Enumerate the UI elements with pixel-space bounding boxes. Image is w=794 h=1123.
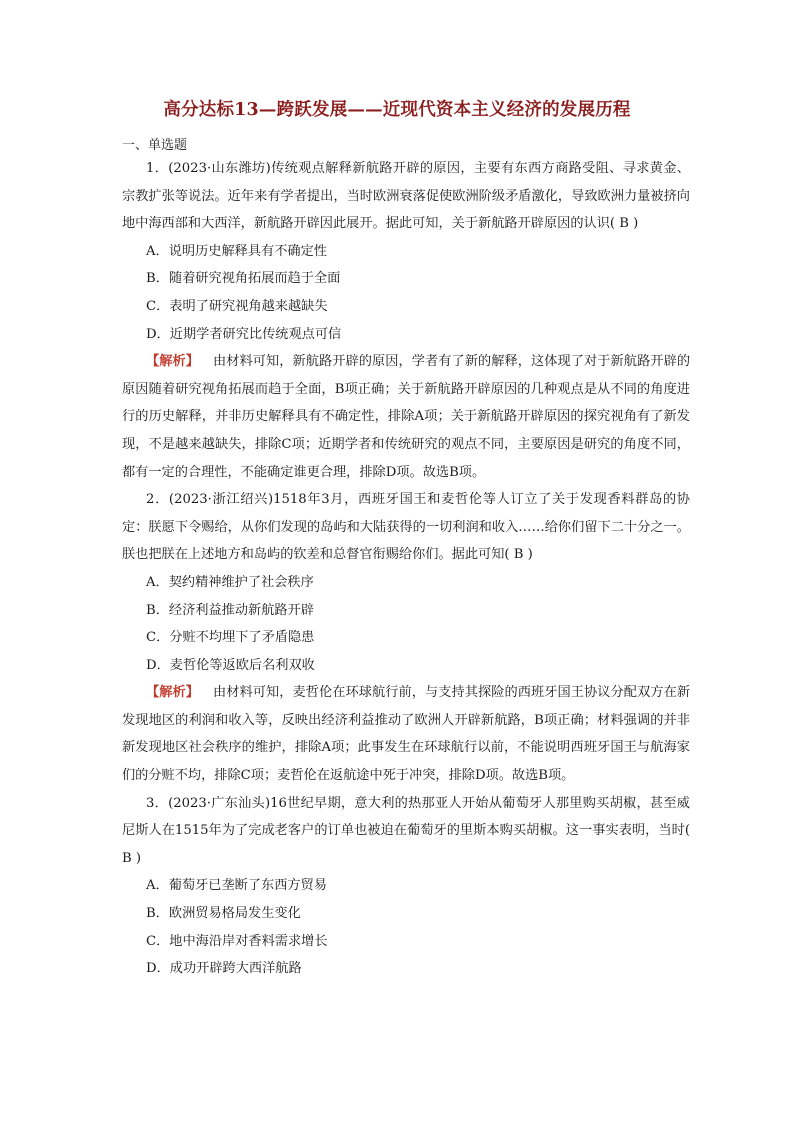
page-title: 高分达标13—跨跃发展——近现代资本主义经济的发展历程 (163, 100, 631, 120)
option-d: D．近期学者研究比传统观点可信 (146, 326, 342, 342)
question-3 (122, 790, 690, 983)
option-c: C．地中海沿岸对香料需求增长 (146, 933, 328, 949)
option-d: D．麦哲伦等返欧后名利双收 (146, 657, 315, 673)
option-c: C．表明了研究视角越来越缺失 (146, 298, 328, 314)
question-stem: 1．(2023·山东潍坊)传统观点解释新航路开辟的原因，主要有东西方商路受阻、寻求黄金、宗教扩张等说法。近年来有学者提出，当时欧洲衰落促使欧洲阶级矛盾激化，导致欧洲力量被挤向地中海西部和大西洋，新航路开辟因此展开。据此可知，关于新航路开辟原因的认识( B ) (122, 161, 690, 232)
analysis-label: 【解析】 (146, 685, 200, 701)
option-a: A．契约精神维护了社会秩序 (146, 574, 314, 590)
question-list (122, 155, 690, 983)
analysis-text: 由材料可知，新航路开辟的原因，学者有了新的解释，这体现了对于新航路开辟的原因随着研究视角拓展而趋于全面，B项正确；关于新航路开辟原因的几种观点是从不同的角度进行的历史解释，并非历史解释具有不确定性，排除A项；关于新航路开辟原因的探究视角有了新发现，不是越来越缺失，排除C项；近期学者和传统研究的观点不同，主要原因是研究的角度不同，都有一定的合理性，不能确定谁更合理，排除D项。故选B项。 (122, 354, 691, 480)
section-heading: 一、单选题 (122, 138, 188, 153)
question-1 (122, 155, 690, 486)
question-stem: 2．(2023·浙江绍兴)1518年3月，西班牙国王和麦哲伦等人订立了关于发现香料群岛的协定：朕愿下令赐给，从你们发现的岛屿和大陆获得的一切利润和收入……给你们留下二十分之一。朕也把朕在上述地方和岛屿的钦差和总督官衔赐给你们。据此可知( B ) (122, 492, 690, 563)
question-2 (122, 486, 690, 790)
option-b: B．经济利益推动新航路开辟 (146, 602, 314, 618)
option-a: A．葡萄牙已垄断了东西方贸易 (146, 878, 327, 894)
option-a: A．说明历史解释具有不确定性 (146, 243, 327, 259)
analysis-label: 【解析】 (146, 354, 200, 370)
option-c: C．分赃不均埋下了矛盾隐患 (146, 630, 315, 646)
analysis (122, 679, 690, 789)
analysis (122, 348, 690, 486)
option-d: D．成功开辟跨大西洋航路 (146, 961, 302, 977)
option-b: B．随着研究视角拓展而趋于全面 (146, 271, 341, 287)
option-b: B．欧洲贸易格局发生变化 (146, 906, 301, 922)
analysis-text: 由材料可知，麦哲伦在环球航行前，与支持其探险的西班牙国王协议分配双方在新发现地区的利润和收入等，反映出经济利益推动了欧洲人开辟新航路，B项正确；材料强调的并非新发现地区社会秩序的维护，排除A项；此事发生在环球航行以前，不能说明西班牙国王与航海家们的分赃不均，排除C项；麦哲伦在返航途中死于冲突，排除D项。故选B项。 (122, 685, 691, 784)
question-stem: 3．(2023·广东汕头)16世纪早期，意大利的热那亚人开始从葡萄牙人那里购买胡椒，甚至威尼斯人在1515年为了完成老客户的订单也被迫在葡萄牙的里斯本购买胡椒。这一事实表明，当时( B ) (122, 795, 690, 866)
